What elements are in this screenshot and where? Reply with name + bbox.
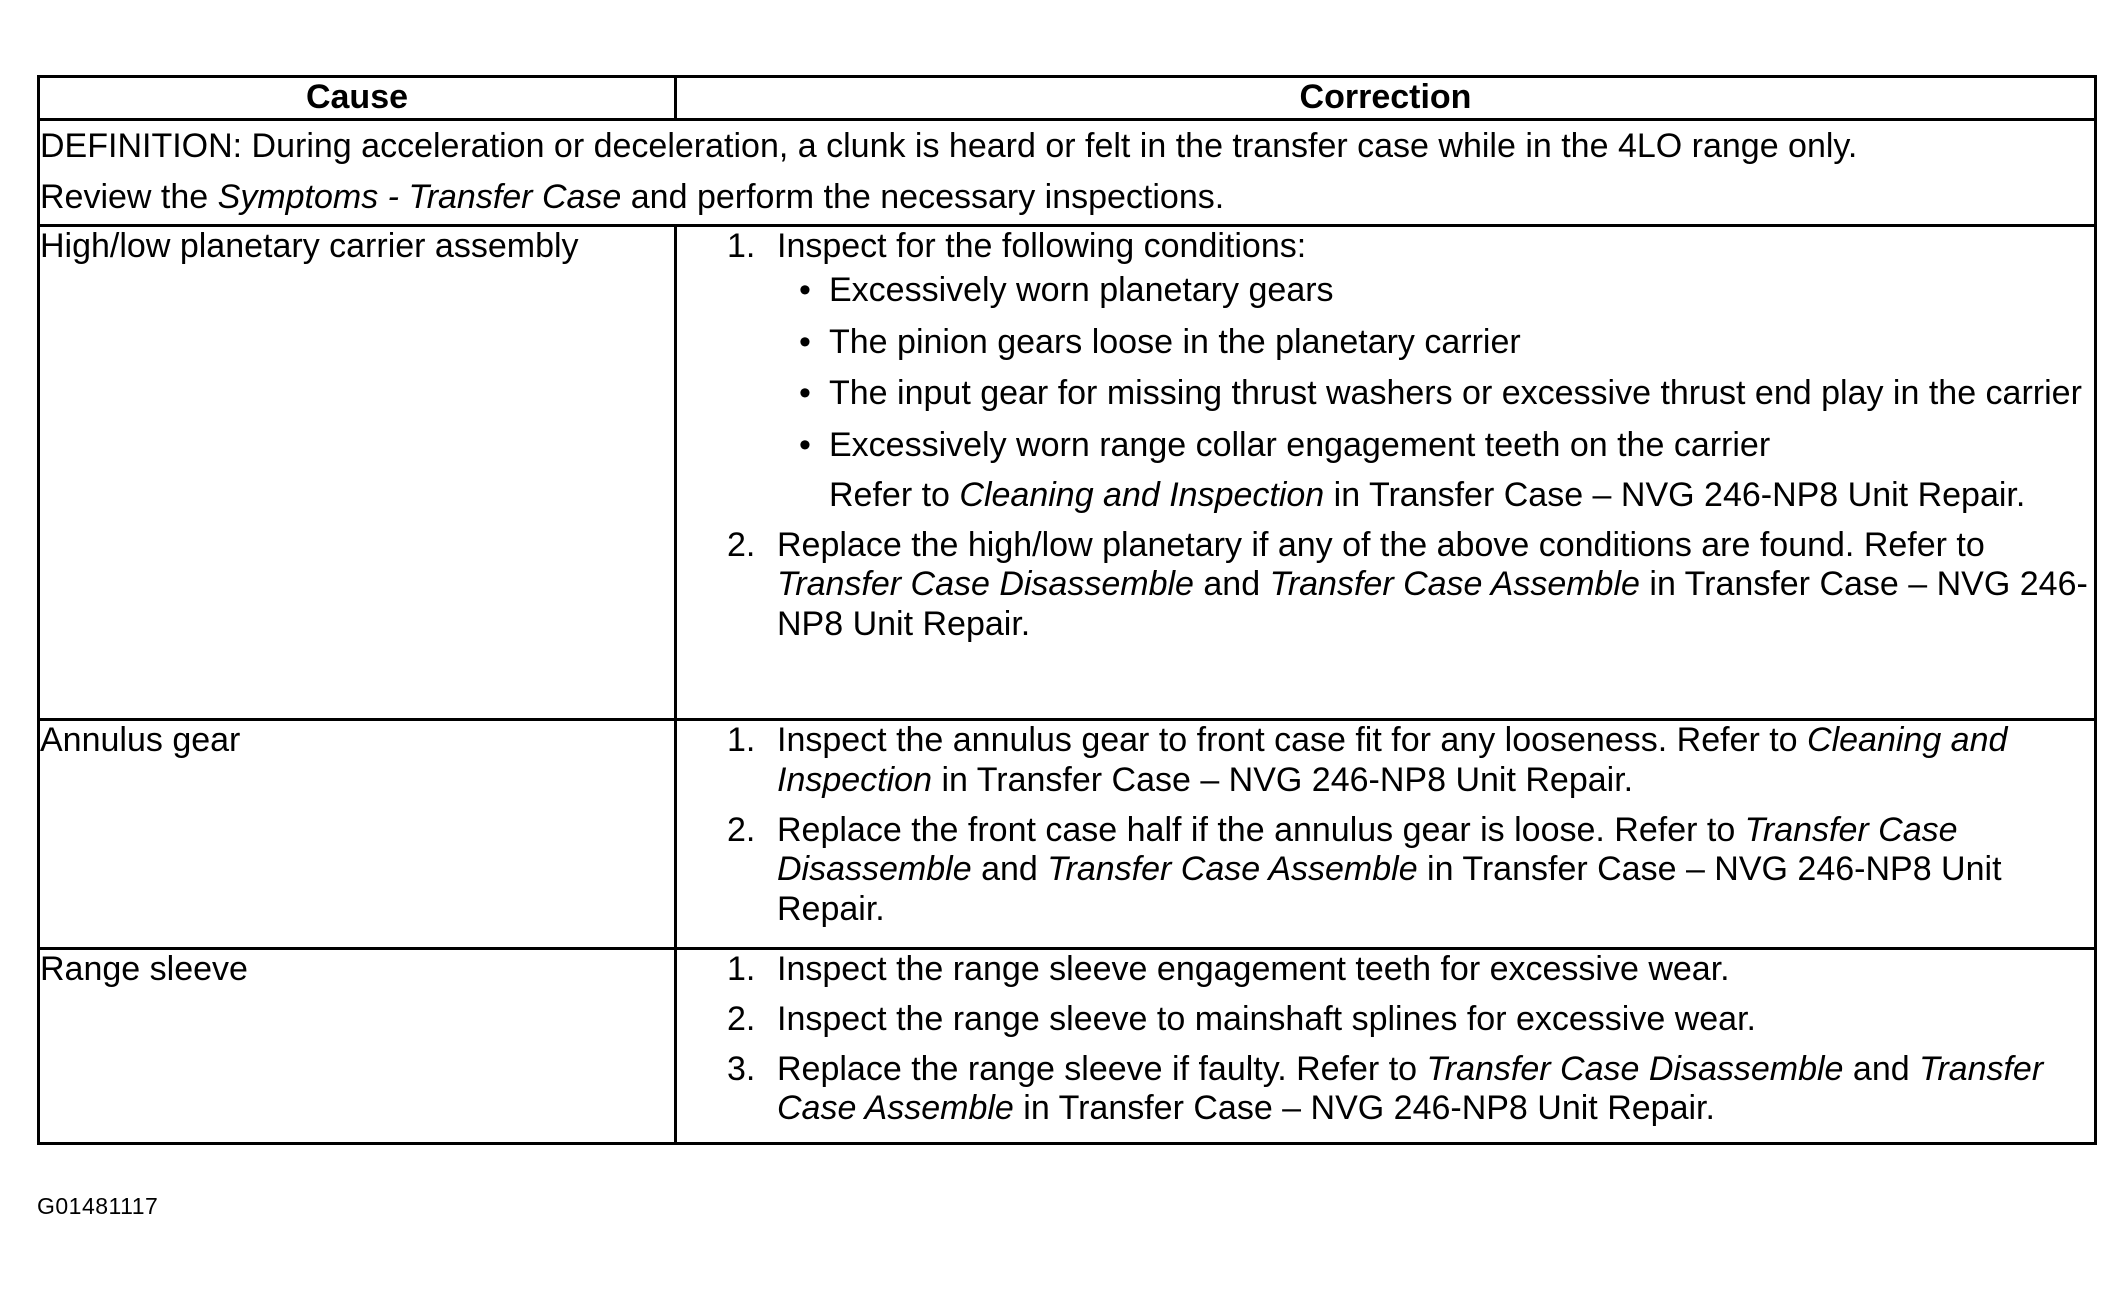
condition-item [777, 323, 2094, 363]
definition-text: DEFINITION: During acceleration or deceleration, a clunk is heard or felt in the transfer case while in the 4LO range only. [40, 126, 1858, 165]
step-number: 2. [727, 810, 756, 849]
step-number: 1. [727, 227, 756, 266]
correction-column-header: Correction [676, 77, 2096, 120]
step-text: Inspect the range sleeve engagement teeth for excessive wear. [777, 950, 1730, 989]
correction-cell [676, 720, 2096, 949]
step-number: 2. [727, 525, 756, 564]
figure-code: G01481117 [37, 1193, 159, 1219]
cause-column-header: Cause [39, 77, 676, 120]
procedure-reference: Transfer Case Disassemble [777, 565, 1194, 604]
step-text: and [1843, 1049, 1920, 1088]
diagnostic-table [37, 75, 2097, 1145]
procedure-reference: Transfer Case Assemble [1269, 565, 1640, 604]
step-item [677, 227, 2094, 516]
step-text: Replace the front case half if the annulus gear is loose. Refer to [777, 810, 1745, 849]
condition-item [777, 271, 2094, 311]
step-text: in Transfer Case – NVG 246-NP8 Unit Repair. [777, 850, 2002, 929]
step-item [677, 526, 2094, 645]
correction-steps [677, 227, 2094, 645]
bullet-icon: • [799, 322, 811, 361]
step-item [677, 811, 2094, 930]
review-text [40, 172, 2094, 224]
symptoms-reference: Symptoms - Transfer Case [217, 178, 622, 217]
bullet-icon: • [799, 426, 811, 465]
procedure-reference: Transfer Case Disassemble [1426, 1049, 1844, 1088]
review-prefix: Review the [40, 178, 218, 217]
step-item [677, 950, 2094, 990]
condition-item [777, 374, 2094, 414]
step-number: 3. [727, 1049, 756, 1088]
step-text: and [1193, 565, 1270, 604]
step-item [677, 1050, 2094, 1130]
step-text: Inspect the annulus gear to front case fit for any looseness. Refer to [777, 721, 1808, 760]
cause-cell: Annulus gear [39, 720, 676, 949]
bullet-icon: • [799, 374, 811, 413]
correction-cell [676, 226, 2096, 720]
definition-row [39, 119, 2096, 225]
step-text: Replace the high/low planetary if any of the above conditions are found. Refer to [777, 525, 1985, 564]
step-number: 1. [727, 721, 756, 760]
correction-steps [677, 721, 2094, 930]
step-text: in Transfer Case – NVG 246-NP8 Unit Repair. [777, 565, 2088, 644]
refer-prefix: Refer to [829, 475, 960, 514]
step-number: 1. [727, 950, 756, 989]
step-text: Replace the range sleeve if faulty. Refer to [777, 1049, 1427, 1088]
step-text: Inspect for the following conditions: [777, 227, 1307, 266]
step-text: in Transfer Case – NVG 246-NP8 Unit Repair. [1013, 1089, 1715, 1128]
step-item [677, 721, 2094, 801]
table-row [39, 949, 2096, 1144]
table-row [39, 226, 2096, 720]
condition-item [777, 426, 2094, 466]
step-text: and [971, 850, 1048, 889]
table-row [39, 720, 2096, 949]
condition-text: Excessively worn range collar engagement teeth on the carrier [829, 426, 1771, 465]
step-text: Inspect the range sleeve to mainshaft splines for excessive wear. [777, 999, 1756, 1038]
condition-text: Excessively worn planetary gears [829, 270, 1334, 309]
condition-text: The input gear for missing thrust washers or excessive thrust end play in the carrier [829, 374, 2082, 413]
refer-suffix: in Transfer Case – NVG 246-NP8 Unit Repair. [1324, 475, 2026, 514]
condition-list [777, 271, 2094, 466]
procedure-reference: Cleaning and Inspection [777, 721, 2008, 799]
correction-cell [676, 949, 2096, 1144]
procedure-reference: Transfer Case Disassemble [777, 810, 1958, 889]
condition-text: The pinion gears loose in the planetary carrier [829, 322, 1521, 361]
refer-note [777, 476, 2094, 516]
step-item [677, 1000, 2094, 1040]
definition-cell [39, 119, 2096, 225]
cause-cell: Range sleeve [39, 949, 676, 1144]
bullet-icon: • [799, 270, 811, 309]
step-text: in Transfer Case – NVG 246-NP8 Unit Repair. [932, 760, 1634, 799]
procedure-reference: Transfer Case Assemble [777, 1049, 2044, 1128]
correction-steps [677, 950, 2094, 1129]
procedure-reference: Cleaning and Inspection [959, 475, 1325, 514]
step-number: 2. [727, 999, 756, 1038]
header-row [39, 77, 2096, 120]
review-suffix: and perform the necessary inspections. [621, 178, 1225, 217]
cause-cell: High/low planetary carrier assembly [39, 226, 676, 720]
procedure-reference: Transfer Case Assemble [1047, 850, 1418, 889]
